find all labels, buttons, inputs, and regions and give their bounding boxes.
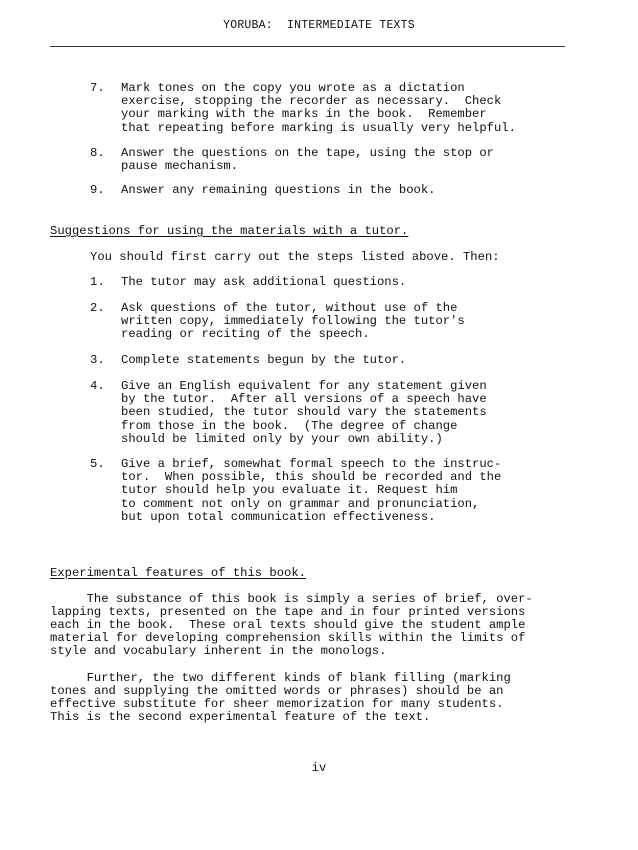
list-item-number: 8.	[90, 146, 105, 160]
section-intro: You should first carry out the steps listed above. Then:	[90, 250, 500, 264]
header-rule	[50, 46, 565, 47]
list-item-text: Answer any remaining questions in the book.	[121, 183, 436, 197]
list-item-tutor-5	[75, 457, 565, 524]
list-item-number: 3.	[90, 353, 105, 367]
list-item-number: 4.	[90, 379, 105, 393]
list-item-number: 5.	[90, 457, 105, 471]
list-item-step-7	[75, 82, 565, 135]
section-heading-experimental: Experimental features of this book.	[50, 566, 306, 580]
running-header: YORUBA: INTERMEDIATE TEXTS	[223, 19, 415, 32]
list-item-tutor-4	[75, 379, 565, 446]
list-item-text: Answer the questions on the tape, using the stop or pause mechanism.	[121, 146, 494, 174]
list-item-number: 2.	[90, 301, 105, 315]
paragraph-substance: The substance of this book is simply a series of brief, over- lapping texts, presented on the tape and in four printed versions each in the book. These oral texts should give the student ample material for developing comprehension skills within the limits of style and vocabulary inherent in the monologs.	[50, 592, 533, 659]
list-item-number: 9.	[90, 183, 105, 197]
list-item-tutor-2	[75, 302, 565, 355]
list-item-text: The tutor may ask additional questions.	[121, 275, 407, 289]
paragraph-further: Further, the two different kinds of blank filling (marking tones and supplying the omitted words or phrases) should be an effective substitute for sheer memorization for many students. This is the second experimental feature of the text.	[50, 671, 511, 725]
list-item-text: Give an English equivalent for any statement given by the tutor. After all versions of a speech have been studied, the tutor should vary the statements from those in the book. (The degree of change should be limited only by your own ability.)	[121, 379, 487, 446]
list-item-text: Give a brief, somewhat formal speech to the instruc- tor. When possible, this should be recorded and the tutor should help you evaluate it. Request him to comment not only on grammar and pronunciation, but upon total communication effectiveness.	[121, 457, 502, 524]
section-heading-tutor: Suggestions for using the materials with a tutor.	[50, 224, 409, 238]
list-item-text: Complete statements begun by the tutor.	[121, 353, 407, 367]
list-item-number: 1.	[90, 275, 105, 289]
page-number: iv	[311, 761, 327, 775]
list-item-text: Mark tones on the copy you wrote as a dictation exercise, stopping the recorder as necessary. Check your marking with the marks in the book. Remember that repeating before marking is usually very helpful.	[121, 81, 516, 135]
list-item-number: 7.	[90, 81, 105, 95]
list-item-text: Ask questions of the tutor, without use of the written copy, immediately following the tutor's reading or reciting of the speech.	[121, 301, 465, 342]
